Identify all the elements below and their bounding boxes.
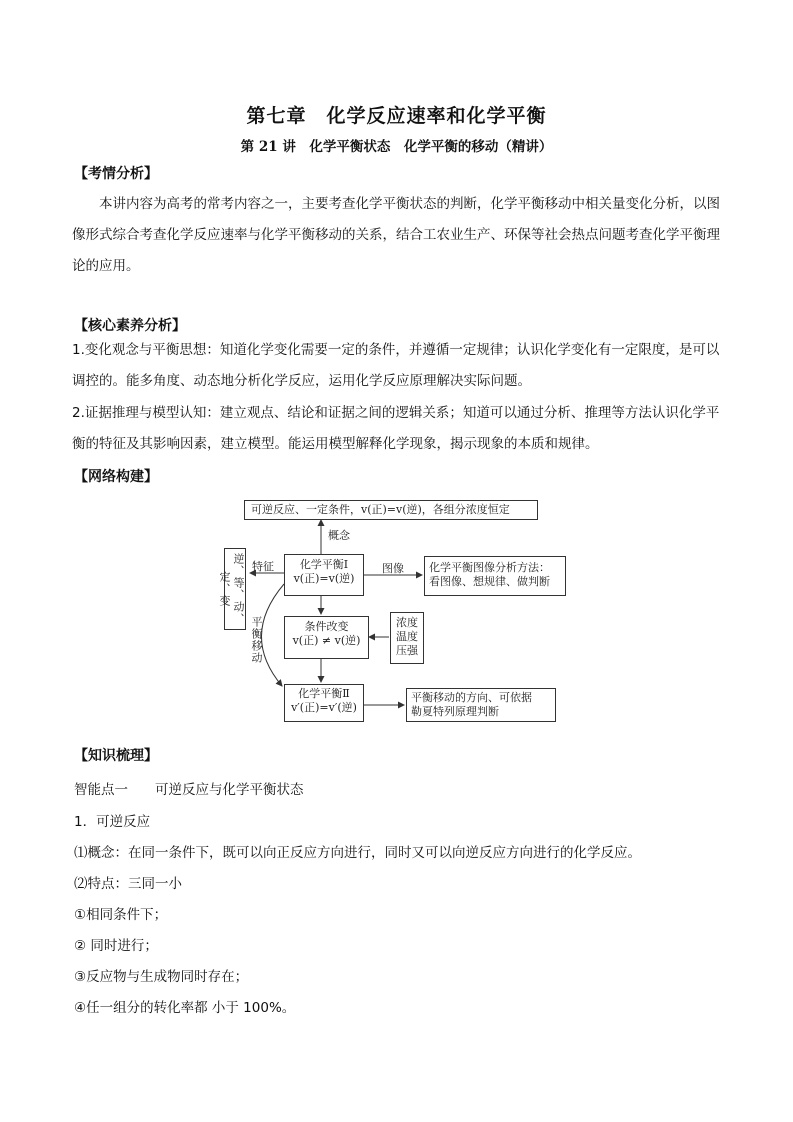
knowledge-feature-3: ③反应物与生成物同时存在； bbox=[74, 969, 249, 985]
feature-label: 特征 bbox=[252, 560, 274, 573]
knowledge-feature-1: ①相同条件下； bbox=[74, 907, 168, 923]
condition-change-box bbox=[284, 616, 369, 659]
graph-analysis-line-2: 看图像、想规律、做判断 bbox=[429, 575, 550, 588]
equilibrium-one-rate: v(正)=v(逆) bbox=[293, 572, 355, 585]
equilibrium-two-rate: v′(正)=v′(逆) bbox=[291, 701, 357, 714]
knowledge-concept: ⑴概念：在同一条件下，既可以向正反应方向进行，同时又可以向逆反应方向进行的化学反应。 bbox=[74, 845, 641, 861]
chapter-title: 第七章 化学反应速率和化学平衡 bbox=[246, 105, 547, 127]
core-literacy-item-2: 2.证据推理与模型认知：建立观点、结论和证据之间的逻辑关系；知道可以通过分析、推理等方法认识化学平衡的特征及其影响因素，建立模型。能运用模型解释化学现象，揭示现象的本质和规律。 bbox=[72, 405, 720, 452]
concept-network-diagram bbox=[218, 496, 568, 724]
lecture-title: 第 21 讲 化学平衡状态 化学平衡的移动（精讲） bbox=[240, 139, 553, 155]
equilibrium-two-title: 化学平衡Ⅱ bbox=[298, 687, 350, 700]
knowledge-features: ⑵特点：三同一小 bbox=[74, 876, 182, 892]
definition-box: 可逆反应、一定条件，v(正)=v(逆)，各组分浓度恒定 bbox=[244, 500, 538, 520]
shift-result-box bbox=[406, 688, 556, 722]
knowledge-sub-title: 1．可逆反应 bbox=[74, 814, 151, 830]
condition-change-title: 条件改变 bbox=[304, 620, 349, 633]
core-literacy-item-1: 1.变化观念与平衡思想：知道化学变化需要一定的条件，并遵循一定规律；认识化学变化有一定限度，是可以调控的。能多角度、动态地分析化学反应，运用化学反应原理解决实际问题。 bbox=[72, 342, 720, 389]
condition-change-rate: v(正) ≠ v(逆) bbox=[292, 634, 361, 647]
knowledge-heading: 【知识梳理】 bbox=[74, 748, 158, 764]
equilibrium-two-box bbox=[284, 684, 364, 722]
graph-analysis-box bbox=[424, 556, 566, 596]
graph-analysis-line-1: 化学平衡图像分析方法： bbox=[429, 561, 550, 574]
equilibrium-one-box bbox=[284, 554, 364, 596]
knowledge-feature-2: ② 同时进行； bbox=[74, 938, 158, 954]
factors-box: 浓度温度压强 bbox=[390, 612, 424, 664]
concept-label: 概念 bbox=[328, 529, 350, 542]
core-literacy-heading: 【核心素养分析】 bbox=[74, 318, 186, 334]
knowledge-feature-4: ④任一组分的转化率都 小于 100%。 bbox=[74, 1000, 296, 1016]
network-heading: 【网络构建】 bbox=[74, 469, 158, 485]
feature-box: 逆、等、动、定、变 bbox=[224, 548, 246, 630]
knowledge-point-title: 智能点一 可逆反应与化学平衡状态 bbox=[74, 782, 304, 798]
shift-label: 平衡移动 bbox=[250, 616, 263, 664]
exam-analysis-heading: 【考情分析】 bbox=[74, 166, 158, 182]
graph-label: 图像 bbox=[382, 562, 404, 575]
equilibrium-one-title: 化学平衡Ⅰ bbox=[299, 558, 349, 571]
shift-result-line-2: 勒夏特列原理判断 bbox=[411, 705, 499, 718]
exam-analysis-text: 本讲内容为高考的常考内容之一，主要考查化学平衡状态的判断，化学平衡移动中相关量变化分析，以图像形式综合考查化学反应速率与化学平衡移动的关系，结合工农业生产、环保等社会热点问题考查化学平衡理论的应用。 bbox=[72, 196, 720, 274]
shift-result-line-1: 平衡移动的方向、可依据 bbox=[411, 691, 532, 704]
